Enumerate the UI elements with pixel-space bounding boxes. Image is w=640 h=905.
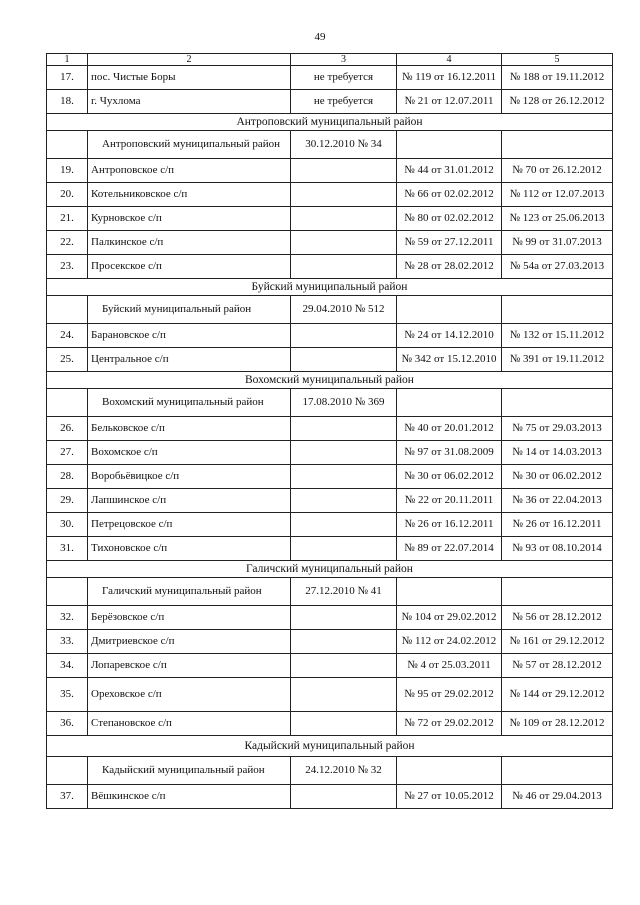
settlement-name: Курновское с/п — [88, 207, 291, 231]
row-number-cell — [47, 296, 88, 324]
row-number: 32. — [47, 606, 88, 630]
row-number: 37. — [47, 785, 88, 809]
table-row — [47, 465, 613, 489]
col5-value: № 75 от 29.03.2013 — [502, 417, 613, 441]
column-number: 4 — [397, 54, 502, 66]
col3-value — [291, 231, 397, 255]
row-number: 35. — [47, 678, 88, 712]
row-number: 34. — [47, 654, 88, 678]
row-number: 28. — [47, 465, 88, 489]
district-section-header — [47, 279, 613, 296]
district-name: Вохомский муниципальный район — [88, 389, 291, 417]
table-row — [47, 183, 613, 207]
district-col5 — [502, 131, 613, 159]
table-row — [47, 417, 613, 441]
settlement-name: Центральное с/п — [88, 348, 291, 372]
row-number: 36. — [47, 712, 88, 736]
col3-value — [291, 678, 397, 712]
col5-value: № 70 от 26.12.2012 — [502, 159, 613, 183]
col5-value: № 56 от 28.12.2012 — [502, 606, 613, 630]
col5-value: № 57 от 28.12.2012 — [502, 654, 613, 678]
table-row — [47, 231, 613, 255]
col3-value — [291, 712, 397, 736]
municipality-table — [46, 53, 613, 809]
table-row — [47, 324, 613, 348]
col4-value: № 26 от 16.12.2011 — [397, 513, 502, 537]
district-col4 — [397, 296, 502, 324]
settlement-name: Петрецовское с/п — [88, 513, 291, 537]
district-decision: 27.12.2010 № 41 — [291, 578, 397, 606]
settlement-name: Степановское с/п — [88, 712, 291, 736]
row-number: 20. — [47, 183, 88, 207]
row-number: 19. — [47, 159, 88, 183]
col4-value: № 72 от 29.02.2012 — [397, 712, 502, 736]
col3-value: не требуется — [291, 90, 397, 114]
table-row — [47, 630, 613, 654]
col5-value: № 128 от 26.12.2012 — [502, 90, 613, 114]
district-col4 — [397, 389, 502, 417]
settlement-name: Вохомское с/п — [88, 441, 291, 465]
col3-value — [291, 606, 397, 630]
table-row — [47, 513, 613, 537]
col5-value: № 123 от 25.06.2013 — [502, 207, 613, 231]
col5-value: № 14 от 14.03.2013 — [502, 441, 613, 465]
column-number: 2 — [88, 54, 291, 66]
table-row — [47, 678, 613, 712]
col3-value — [291, 785, 397, 809]
district-decision: 29.04.2010 № 512 — [291, 296, 397, 324]
col4-value: № 30 от 06.02.2012 — [397, 465, 502, 489]
col4-value: № 342 от 15.12.2010 — [397, 348, 502, 372]
district-section-header — [47, 561, 613, 578]
section-title: Вохомский муниципальный район — [47, 372, 613, 389]
col4-value: № 104 от 29.02.2012 — [397, 606, 502, 630]
district-col4 — [397, 757, 502, 785]
col5-value: № 109 от 28.12.2012 — [502, 712, 613, 736]
col4-value: № 24 от 14.12.2010 — [397, 324, 502, 348]
district-col5 — [502, 389, 613, 417]
col4-value: № 22 от 20.11.2011 — [397, 489, 502, 513]
col4-value: № 44 от 31.01.2012 — [397, 159, 502, 183]
col3-value — [291, 441, 397, 465]
row-number: 24. — [47, 324, 88, 348]
row-number: 17. — [47, 66, 88, 90]
col5-value: № 391 от 19.11.2012 — [502, 348, 613, 372]
district-section-header — [47, 372, 613, 389]
col5-value: № 46 от 29.04.2013 — [502, 785, 613, 809]
col5-value: № 93 от 08.10.2014 — [502, 537, 613, 561]
settlement-name: Ореховское с/п — [88, 678, 291, 712]
row-number: 23. — [47, 255, 88, 279]
district-col5 — [502, 757, 613, 785]
table-row — [47, 159, 613, 183]
row-number-cell — [47, 389, 88, 417]
col4-value: № 97 от 31.08.2009 — [397, 441, 502, 465]
settlement-name: Воробьёвицкое с/п — [88, 465, 291, 489]
district-row — [47, 131, 613, 159]
district-row — [47, 757, 613, 785]
district-col4 — [397, 131, 502, 159]
settlement-name: Котельниковское с/п — [88, 183, 291, 207]
table-row — [47, 348, 613, 372]
col3-value — [291, 207, 397, 231]
col3-value — [291, 348, 397, 372]
district-decision: 17.08.2010 № 369 — [291, 389, 397, 417]
table-row — [47, 712, 613, 736]
table-body — [47, 54, 613, 809]
col3-value — [291, 465, 397, 489]
district-col5 — [502, 296, 613, 324]
col3-value — [291, 255, 397, 279]
col4-value: № 112 от 24.02.2012 — [397, 630, 502, 654]
col5-value: № 36 от 22.04.2013 — [502, 489, 613, 513]
col3-value — [291, 630, 397, 654]
table-row — [47, 66, 613, 90]
col3-value — [291, 489, 397, 513]
table-row — [47, 207, 613, 231]
col5-value: № 30 от 06.02.2012 — [502, 465, 613, 489]
column-number: 5 — [502, 54, 613, 66]
settlement-name: Тихоновское с/п — [88, 537, 291, 561]
col4-value: № 80 от 02.02.2012 — [397, 207, 502, 231]
col4-value: № 89 от 22.07.2014 — [397, 537, 502, 561]
settlement-name: Лапшинское с/п — [88, 489, 291, 513]
col3-value: не требуется — [291, 66, 397, 90]
district-name: Галичский муниципальный район — [88, 578, 291, 606]
col4-value: № 27 от 10.05.2012 — [397, 785, 502, 809]
col3-value — [291, 183, 397, 207]
section-title: Антроповский муниципальный район — [47, 114, 613, 131]
col4-value: № 95 от 29.02.2012 — [397, 678, 502, 712]
col5-value: № 161 от 29.12.2012 — [502, 630, 613, 654]
district-row — [47, 296, 613, 324]
row-number: 31. — [47, 537, 88, 561]
district-col5 — [502, 578, 613, 606]
settlement-name: Барановское с/п — [88, 324, 291, 348]
row-number: 27. — [47, 441, 88, 465]
table-row — [47, 654, 613, 678]
row-number: 26. — [47, 417, 88, 441]
col4-value: № 119 от 16.12.2011 — [397, 66, 502, 90]
district-name: Антроповский муниципальный район — [88, 131, 291, 159]
row-number: 22. — [47, 231, 88, 255]
col5-value: № 112 от 12.07.2013 — [502, 183, 613, 207]
col3-value — [291, 537, 397, 561]
col3-value — [291, 324, 397, 348]
section-title: Галичский муниципальный район — [47, 561, 613, 578]
col5-value: № 188 от 19.11.2012 — [502, 66, 613, 90]
section-title: Буйский муниципальный район — [47, 279, 613, 296]
row-number: 21. — [47, 207, 88, 231]
col4-value: № 40 от 20.01.2012 — [397, 417, 502, 441]
row-number: 29. — [47, 489, 88, 513]
district-section-header — [47, 736, 613, 757]
settlement-name: Просекское с/п — [88, 255, 291, 279]
col5-value: № 144 от 29.12.2012 — [502, 678, 613, 712]
row-number-cell — [47, 757, 88, 785]
district-decision: 30.12.2010 № 34 — [291, 131, 397, 159]
col3-value — [291, 513, 397, 537]
col4-value: № 21 от 12.07.2011 — [397, 90, 502, 114]
section-title: Кадыйский муниципальный район — [47, 736, 613, 757]
column-number: 3 — [291, 54, 397, 66]
col4-value: № 66 от 02.02.2012 — [397, 183, 502, 207]
settlement-name: пос. Чистые Боры — [88, 66, 291, 90]
col5-value: № 26 от 16.12.2011 — [502, 513, 613, 537]
settlement-name: Бельковское с/п — [88, 417, 291, 441]
column-number: 1 — [47, 54, 88, 66]
settlement-name: Палкинское с/п — [88, 231, 291, 255]
settlement-name: Вёшкинское с/п — [88, 785, 291, 809]
col4-value: № 59 от 27.12.2011 — [397, 231, 502, 255]
table-row — [47, 489, 613, 513]
settlement-name: Лопаревское с/п — [88, 654, 291, 678]
col5-value: № 99 от 31.07.2013 — [502, 231, 613, 255]
row-number: 18. — [47, 90, 88, 114]
row-number-cell — [47, 131, 88, 159]
table-row — [47, 255, 613, 279]
row-number-cell — [47, 578, 88, 606]
table-row — [47, 441, 613, 465]
row-number: 33. — [47, 630, 88, 654]
settlement-name: Дмитриевское с/п — [88, 630, 291, 654]
row-number: 25. — [47, 348, 88, 372]
table-row — [47, 90, 613, 114]
district-col4 — [397, 578, 502, 606]
col3-value — [291, 159, 397, 183]
district-decision: 24.12.2010 № 32 — [291, 757, 397, 785]
table-row — [47, 785, 613, 809]
col5-value: № 54а от 27.03.2013 — [502, 255, 613, 279]
district-section-header — [47, 114, 613, 131]
col3-value — [291, 654, 397, 678]
district-row — [47, 578, 613, 606]
col5-value: № 132 от 15.11.2012 — [502, 324, 613, 348]
district-name: Буйский муниципальный район — [88, 296, 291, 324]
district-row — [47, 389, 613, 417]
page-number: 49 — [314, 31, 326, 43]
column-number-row — [47, 54, 613, 66]
settlement-name: Антроповское с/п — [88, 159, 291, 183]
district-name: Кадыйский муниципальный район — [88, 757, 291, 785]
settlement-name: г. Чухлома — [88, 90, 291, 114]
settlement-name: Берёзовское с/п — [88, 606, 291, 630]
col4-value: № 4 от 25.03.2011 — [397, 654, 502, 678]
col4-value: № 28 от 28.02.2012 — [397, 255, 502, 279]
table-row — [47, 606, 613, 630]
row-number: 30. — [47, 513, 88, 537]
col3-value — [291, 417, 397, 441]
table-row — [47, 537, 613, 561]
